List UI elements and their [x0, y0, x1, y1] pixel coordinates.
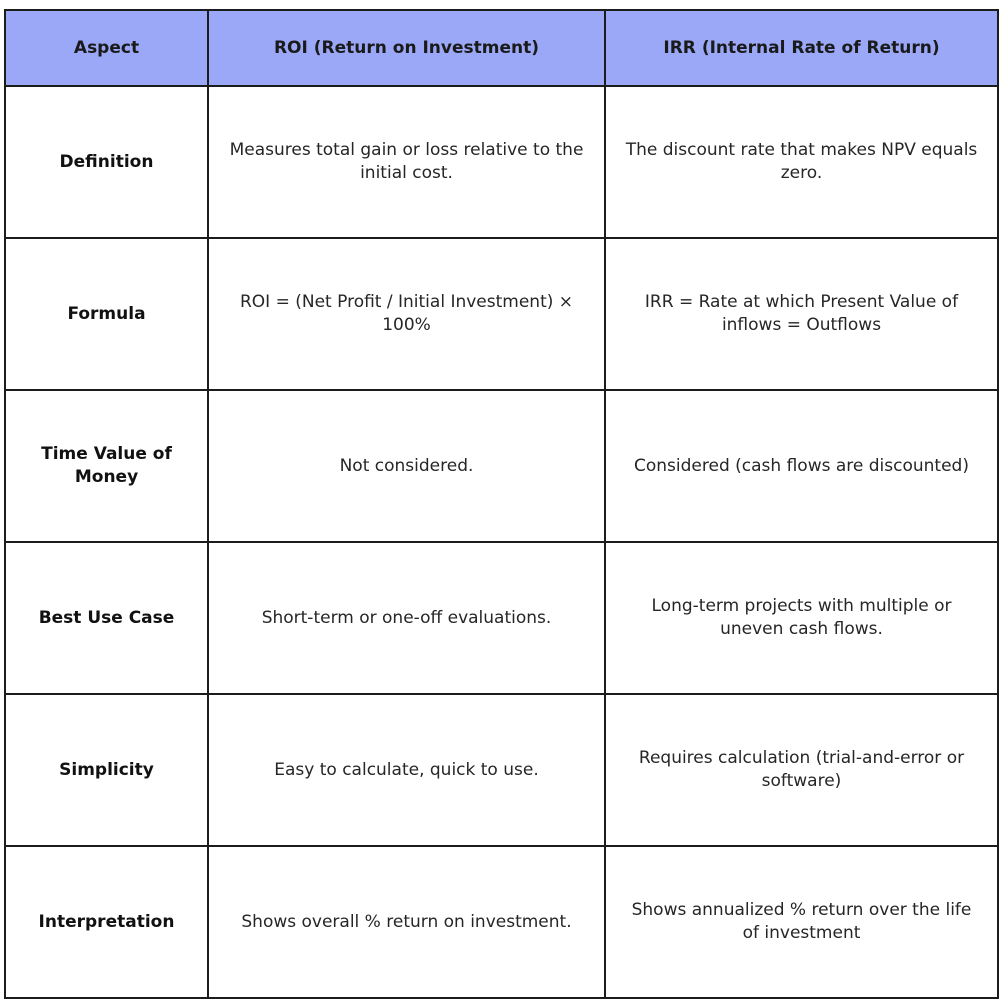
irr-cell: Considered (cash flows are discounted): [605, 390, 998, 542]
roi-vs-irr-comparison-table: [4, 9, 999, 999]
column-header-aspect: Aspect: [5, 10, 208, 86]
irr-cell: Long-term projects with multiple or uneven cash flows.: [605, 542, 998, 694]
aspect-cell: Formula: [5, 238, 208, 390]
aspect-cell: Simplicity: [5, 694, 208, 846]
aspect-cell: Definition: [5, 86, 208, 238]
table-row-interpretation: [5, 846, 998, 998]
aspect-cell: Best Use Case: [5, 542, 208, 694]
table-header: [5, 10, 998, 86]
table-row-time-value-of-money: [5, 390, 998, 542]
column-header-roi: ROI (Return on Investment): [208, 10, 605, 86]
roi-cell: Easy to calculate, quick to use.: [208, 694, 605, 846]
roi-cell: Short-term or one-off evaluations.: [208, 542, 605, 694]
table-row-definition: [5, 86, 998, 238]
irr-cell: Shows annualized % return over the life of investment: [605, 846, 998, 998]
roi-cell: Measures total gain or loss relative to the initial cost.: [208, 86, 605, 238]
aspect-cell: Time Value of Money: [5, 390, 208, 542]
table-row-formula: [5, 238, 998, 390]
aspect-cell: Interpretation: [5, 846, 208, 998]
roi-cell: ROI = (Net Profit / Initial Investment) × 100%: [208, 238, 605, 390]
table-row-simplicity: [5, 694, 998, 846]
column-header-irr: IRR (Internal Rate of Return): [605, 10, 998, 86]
table-row-best-use-case: [5, 542, 998, 694]
irr-cell: IRR = Rate at which Present Value of inflows = Outflows: [605, 238, 998, 390]
header-row: [5, 10, 998, 86]
roi-cell: Shows overall % return on investment.: [208, 846, 605, 998]
irr-cell: The discount rate that makes NPV equals zero.: [605, 86, 998, 238]
roi-cell: Not considered.: [208, 390, 605, 542]
irr-cell: Requires calculation (trial-and-error or software): [605, 694, 998, 846]
table-body: [5, 86, 998, 998]
